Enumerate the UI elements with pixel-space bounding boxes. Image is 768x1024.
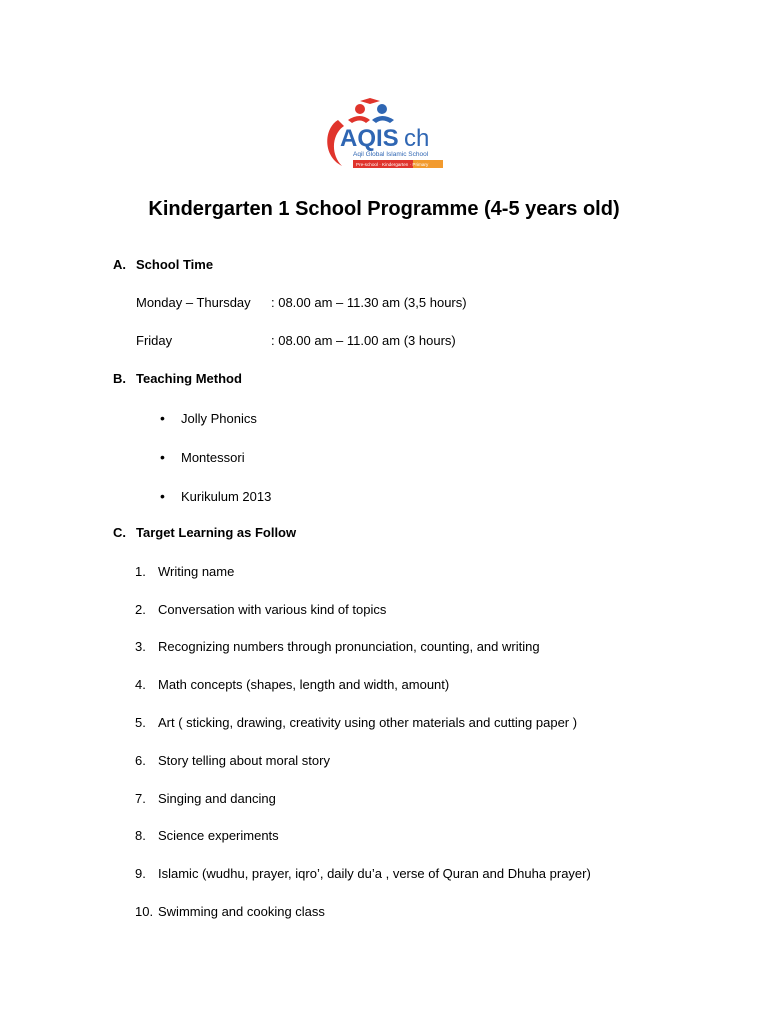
section-c-heading <box>113 525 296 540</box>
item-number: 6. <box>135 753 146 768</box>
item-text: Recognizing numbers through pronunciation, counting, and writing <box>158 639 540 654</box>
item-text: Story telling about moral story <box>158 753 330 768</box>
numbered-item <box>135 791 276 806</box>
bullet-icon: • <box>160 488 165 504</box>
section-a-heading <box>113 257 213 272</box>
bullet-icon: • <box>160 410 165 426</box>
schedule-time: : 08.00 am – 11.30 am (3,5 hours) <box>271 295 467 310</box>
schedule-time: : 08.00 am – 11.00 am (3 hours) <box>271 333 456 348</box>
svg-text:Aqil Global Islamic School: Aqil Global Islamic School <box>353 151 429 158</box>
list-item <box>160 488 271 504</box>
item-number: 5. <box>135 715 146 730</box>
item-number: 1. <box>135 564 146 579</box>
item-number: 9. <box>135 866 146 881</box>
item-text: Singing and dancing <box>158 791 276 806</box>
section-b-heading <box>113 371 242 386</box>
numbered-item <box>135 904 325 919</box>
svg-text:Pre-school · Kindergarten · Pr: Pre-school · Kindergarten · Primary <box>356 162 429 167</box>
numbered-item <box>135 564 234 579</box>
schedule-day: Monday – Thursday <box>136 295 251 310</box>
item-number: 4. <box>135 677 146 692</box>
numbered-item <box>135 715 577 730</box>
item-text: Art ( sticking, drawing, creativity using other materials and cutting paper ) <box>158 715 578 730</box>
item-text: Swimming and cooking class <box>158 904 325 919</box>
section-heading-text: Target Learning as Follow <box>136 525 297 540</box>
svg-text:AQIS: AQIS <box>340 125 399 152</box>
aqisch-logo-graphic <box>320 98 448 174</box>
numbered-item <box>135 753 330 768</box>
page-title: Kindergarten 1 School Programme (4-5 years old) <box>148 198 620 220</box>
list-item-text: Montessori <box>181 450 245 465</box>
section-letter: B. <box>113 371 126 386</box>
schedule-day: Friday <box>136 333 173 348</box>
item-text: Islamic (wudhu, prayer, iqro’, daily du’a , verse of Quran and Dhuha prayer) <box>158 866 591 881</box>
item-number: 10. <box>135 904 154 919</box>
numbered-item <box>135 639 540 654</box>
numbered-item <box>135 677 449 692</box>
section-letter: A. <box>113 257 126 272</box>
item-text: Conversation with various kind of topics <box>158 602 387 617</box>
section-heading-text: School Time <box>136 257 214 272</box>
item-number: 2. <box>135 602 146 617</box>
section-letter: C. <box>113 525 126 540</box>
list-item-text: Kurikulum 2013 <box>181 489 272 504</box>
section-heading-text: Teaching Method <box>136 371 242 386</box>
list-item <box>160 449 245 465</box>
numbered-item <box>135 866 591 881</box>
item-number: 7. <box>135 791 146 806</box>
numbered-item <box>135 602 386 617</box>
schedule-row <box>136 295 467 310</box>
item-text: Math concepts (shapes, length and width, amount) <box>158 677 450 692</box>
school-logo <box>320 98 448 174</box>
item-number: 8. <box>135 828 146 843</box>
svg-text:ch: ch <box>404 125 430 152</box>
bullet-icon: • <box>160 449 165 465</box>
item-number: 3. <box>135 639 146 654</box>
numbered-item <box>135 828 279 843</box>
list-item <box>160 410 257 426</box>
schedule-row <box>136 333 456 348</box>
item-text: Science experiments <box>158 828 279 843</box>
list-item-text: Jolly Phonics <box>181 411 257 426</box>
item-text: Writing name <box>158 564 235 579</box>
